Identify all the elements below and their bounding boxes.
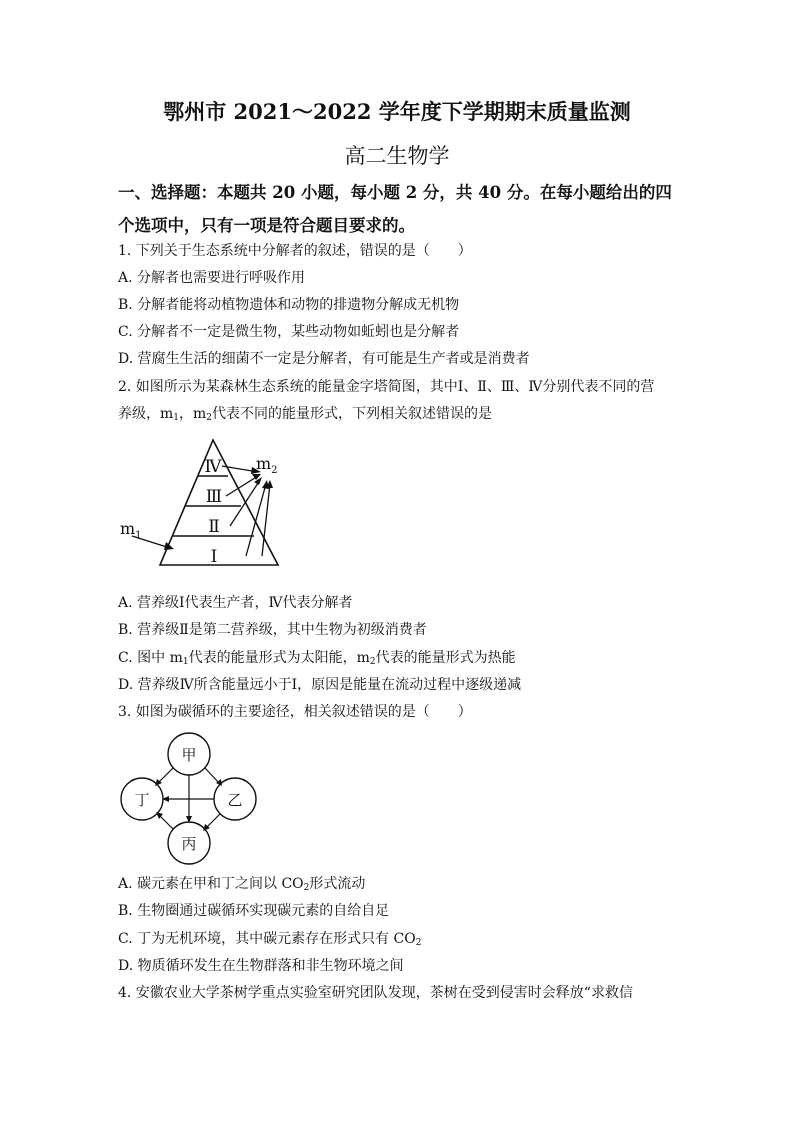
exam-subtitle: 高二生物学: [344, 144, 450, 168]
q2-stem-line2: 养级，$m_1$，$m_2$代表不同的能量形式，下列相关叙述错误的是: [118, 406, 493, 423]
node-ding: 丁: [134, 791, 150, 809]
q2-option-a: A. 营养级Ⅰ代表生产者，Ⅳ代表分解者: [118, 595, 353, 611]
m1-label: $m_1$: [120, 519, 142, 541]
section-heading: 一、选择题：本题共 20 小题，每小题 2 分，共 40 分。在每小题给出的四个选项中，只有一项是符合题目要求的。: [118, 183, 672, 235]
q2-option-c: C. 图中 $m_1$代表的能量形式为太阳能，$m_2$代表的能量形式为热能: [118, 650, 516, 667]
q3-option-a: A. 碳元素在甲和丁之间以 $CO_2$形式流动: [118, 876, 366, 893]
q1-stem: 1. 下列关于生态系统中分解者的叙述，错误的是（ ）: [118, 243, 472, 259]
q2-option-b: B. 营养级Ⅱ是第二营养级，其中生物为初级消费者: [118, 622, 427, 638]
q1-option-c: C. 分解者不一定是微生物，某些动物如蚯蚓也是分解者: [118, 324, 460, 340]
q4-stem: 4. 安徽农业大学茶树学重点实验室研究团队发现，茶树在受到侵害时会释放“求救信: [118, 985, 633, 1001]
pyramid-level-4: Ⅳ: [204, 457, 222, 477]
q3-option-c: C. 丁为无机环境，其中碳元素存在形式只有 $CO_2$: [118, 931, 422, 948]
q1-option-a: A. 分解者也需要进行呼吸作用: [118, 270, 306, 286]
q3-option-d: D. 物质循环发生在生物群落和非生物环境之间: [118, 958, 404, 974]
node-jia: 甲: [181, 746, 197, 764]
q3-option-b: B. 生物圈通过碳循环实现碳元素的自给自足: [118, 903, 390, 919]
q2-option-d: D. 营养级Ⅳ所含能量远小于Ⅰ，原因是能量在流动过程中逐级递减: [118, 677, 522, 693]
exam-title: 鄂州市 2021～2022 学年度下学期期末质量监测: [163, 99, 631, 124]
q1-option-d: D. 营腐生生活的细菌不一定是分解者，有可能是生产者或是消费者: [118, 351, 530, 367]
pyramid-level-2: Ⅱ: [208, 517, 220, 537]
q1-option-b: B. 分解者能将动植物遗体和动物的排遗物分解成无机物: [118, 297, 460, 313]
energy-pyramid-diagram: [118, 432, 288, 577]
node-bing: 丙: [181, 835, 197, 853]
pyramid-level-1: Ⅰ: [210, 547, 218, 567]
carbon-cycle-diagram: [114, 732, 264, 867]
pyramid-level-3: Ⅲ: [205, 487, 223, 507]
q3-stem: 3. 如图为碳循环的主要途径，相关叙述错误的是（ ）: [118, 704, 472, 720]
q2-stem-line1: 2. 如图所示为某森林生态系统的能量金字塔简图，其中Ⅰ、Ⅱ、Ⅲ、Ⅳ分别代表不同的营: [118, 379, 655, 395]
m2-label: $m_2$: [256, 454, 278, 476]
node-yi: 乙: [227, 791, 243, 809]
